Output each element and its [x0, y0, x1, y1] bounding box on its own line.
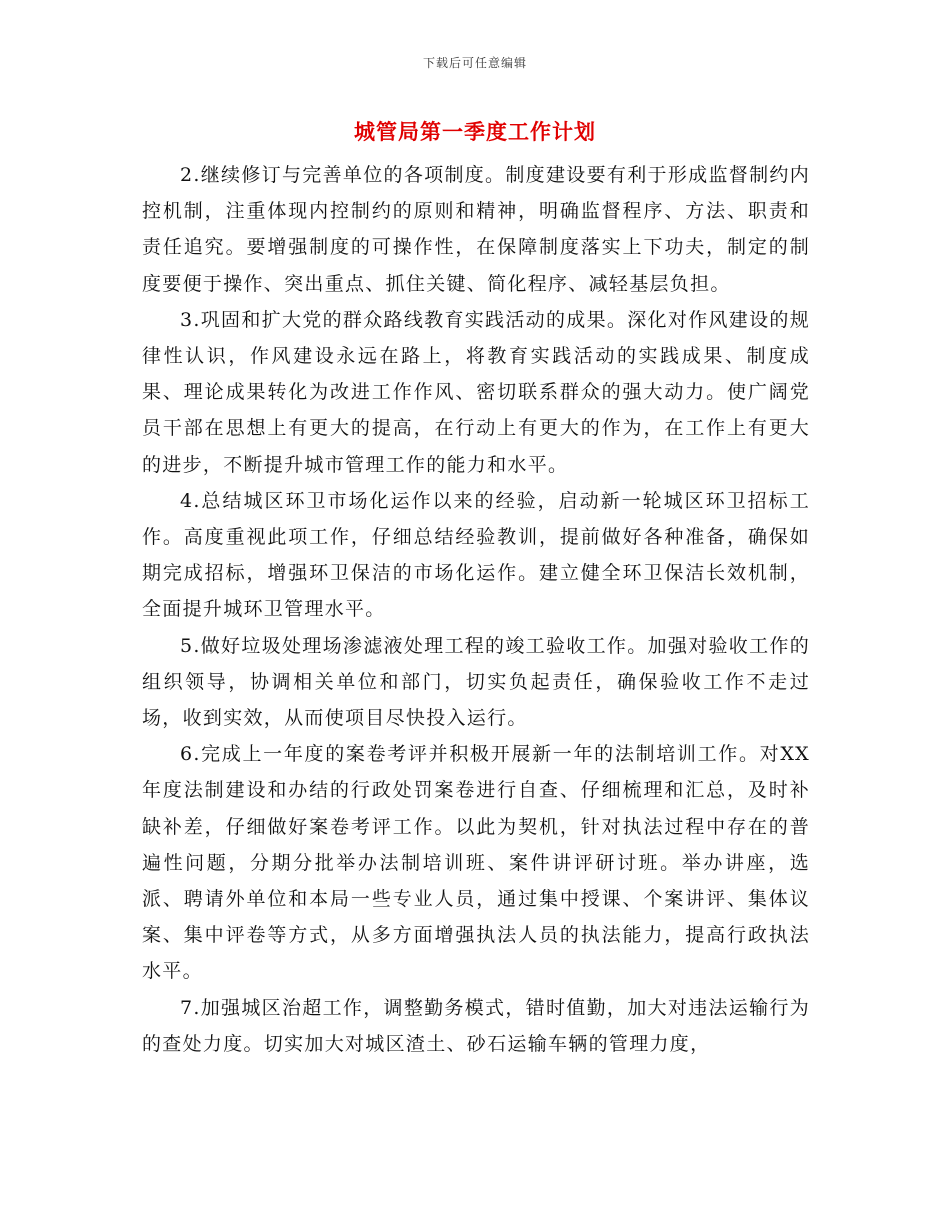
paragraph-4: 4.总结城区环卫市场化运作以来的经验，启动新一轮城区环卫招标工作。高度重视此项工作，仔细总结经验教训，提前做好各种准备，确保如期完成招标，增强环卫保洁的市场化运作。建立健全环卫保洁长效机制，全面提升城环卫管理水平。	[142, 489, 810, 621]
paragraph-3: 3.巩固和扩大党的群众路线教育实践活动的成果。深化对作风建设的规律性认识，作风建设永远在路上，将教育实践活动的实践成果、制度成果、理论成果转化为改进工作作风、密切联系群众的强大动力。使广阔党员干部在思想上有更大的提高，在行动上有更大的作为，在工作上有更大的进步，不断提升城市管理工作的能力和水平。	[142, 308, 810, 476]
document-body	[142, 157, 810, 1062]
document-title: 城管局第一季度工作计划	[354, 119, 596, 144]
paragraph-6: 6.完成上一年度的案卷考评并积极开展新一年的法制培训工作。对XX年度法制建设和办结的行政处罚案卷进行自查、仔细梳理和汇总，及时补缺补差，仔细做好案卷考评工作。以此为契机，针对执法过程中存在的普遍性问题，分期分批举办法制培训班、案件讲评研讨班。举办讲座，选派、聘请外单位和本局一些专业人员，通过集中授课、个案讲评、集体议案、集中评卷等方式，从多方面增强执法人员的执法能力，提高行政执法水平。	[142, 743, 810, 983]
header-note: 下载后可任意编辑	[422, 56, 527, 70]
paragraph-7: 7.加强城区治超工作，调整勤务模式，错时值勤，加大对违法运输行为的查处力度。切实加大对城区渣土、砂石运输车辆的管理力度，	[142, 996, 810, 1055]
paragraph-2: 2.继续修订与完善单位的各项制度。制度建设要有利于形成监督制约内控机制，注重体现内控制约的原则和精神，明确监督程序、方法、职责和责任追究。要增强制度的可操作性，在保障制度落实上下功夫，制定的制度要便于操作、突出重点、抓住关键、简化程序、减轻基层负担。	[142, 164, 810, 295]
paragraph-5: 5.做好垃圾处理场渗滤液处理工程的竣工验收工作。加强对验收工作的组织领导，协调相关单位和部门，切实负起责任，确保验收工作不走过场，收到实效，从而使项目尽快投入运行。	[142, 634, 810, 730]
